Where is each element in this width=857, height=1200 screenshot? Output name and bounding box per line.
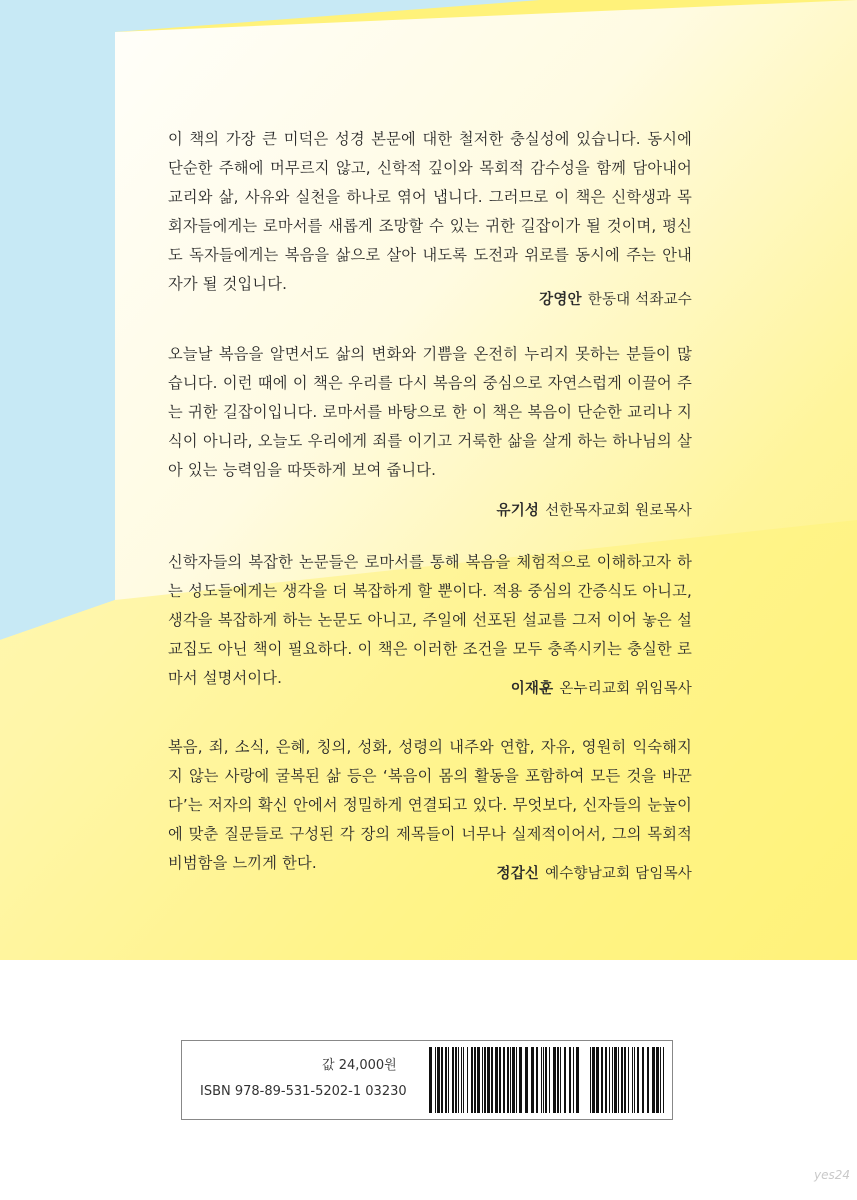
barcode-bar — [557, 1047, 559, 1113]
barcode-bar — [437, 1047, 440, 1113]
price-barcode-box — [181, 1040, 673, 1120]
barcode-bar — [441, 1047, 443, 1113]
endorsement-attribution — [539, 286, 692, 315]
endorser-role: 선한목자교회 원로목사 — [545, 503, 692, 519]
barcode-bar — [455, 1047, 457, 1113]
barcode-bar — [652, 1047, 655, 1113]
barcode-bar — [549, 1047, 550, 1113]
endorser-name: 정갑신 — [496, 866, 540, 882]
barcode-bar — [573, 1047, 574, 1113]
barcode-main — [429, 1047, 579, 1113]
barcode-bar — [507, 1047, 509, 1113]
endorsement-2 — [168, 340, 692, 526]
barcode-bar — [628, 1047, 629, 1113]
barcode-bar — [624, 1047, 626, 1113]
barcode-bar — [592, 1047, 595, 1113]
barcode-bar — [560, 1047, 561, 1113]
barcode-bar — [590, 1047, 591, 1113]
barcode-bar — [632, 1047, 633, 1113]
barcode-bar — [545, 1047, 547, 1113]
barcode-bar — [448, 1047, 449, 1113]
barcode-addon — [590, 1047, 666, 1113]
barcode-bar — [474, 1047, 476, 1113]
endorsement-attribution — [511, 675, 692, 704]
barcode-bar — [612, 1047, 613, 1113]
barcode-bar — [605, 1047, 607, 1113]
barcode-bar — [601, 1047, 603, 1113]
watermark-logo: yes24 — [814, 1168, 851, 1182]
barcode-bar — [525, 1047, 528, 1113]
barcode-bar — [471, 1047, 473, 1113]
endorsement-text: 신학자들의 복잡한 논문들은 로마서를 통해 복음을 체험적으로 이해하고자 하는 성도들에게는 생각을 더 복잡하게 할 뿐이다. 적용 중심의 간증식도 아니고, 생각을 복잡하게 하는 논문도 아니고, 주일에 선포된 설교를 그저 이어 놓은 설교집도 아닌 책이 필요하다. 이 책은 이러한 조건을 모두 충족시키는 충실한 로마서 설명서이다. — [168, 553, 692, 687]
barcode-bar — [553, 1047, 556, 1113]
barcode-bar — [458, 1047, 459, 1113]
endorsement-4 — [168, 733, 692, 889]
barcode-bar — [435, 1047, 436, 1113]
endorsement-3 — [168, 548, 692, 704]
barcode-bar — [487, 1047, 490, 1113]
price-label: 값 24,000원 — [322, 1058, 397, 1073]
endorsement-1 — [168, 125, 692, 315]
endorser-name: 유기성 — [496, 503, 540, 519]
barcode-bar — [467, 1047, 468, 1113]
barcode-bar — [564, 1047, 566, 1113]
endorser-name: 이재훈 — [510, 681, 554, 697]
barcode-bar — [516, 1047, 517, 1113]
barcode-bar — [596, 1047, 599, 1113]
barcode-bar — [614, 1047, 617, 1113]
barcode-bar — [491, 1047, 493, 1113]
barcode-bar — [663, 1047, 664, 1113]
barcode-bar — [656, 1047, 659, 1113]
endorsement-attribution — [496, 497, 692, 526]
barcode-bar — [642, 1047, 644, 1113]
barcode-bar — [477, 1047, 480, 1113]
endorser-role: 한동대 석좌교수 — [587, 292, 692, 308]
barcode-bar — [541, 1047, 542, 1113]
barcode-bar — [484, 1047, 486, 1113]
barcode-bar — [531, 1047, 534, 1113]
barcode-bar — [461, 1047, 462, 1113]
barcode-bar — [660, 1047, 661, 1113]
barcode-bar — [569, 1047, 571, 1113]
endorser-role: 예수향남교회 담임목사 — [545, 866, 692, 882]
barcode-bar — [609, 1047, 610, 1113]
endorsement-text: 이 책의 가장 큰 미덕은 성경 본문에 대한 철저한 충실성에 있습니다. 동시에 단순한 주해에 머무르지 않고, 신학적 깊이와 목회적 감수성을 함께 담아내어 교리와 삶, 사유와 실천을 하나로 엮어 냅니다. 그러므로 이 책은 신학생과 목회자들에게는 로마서를 새롭게 조망할 수 있는 귀한 길잡이가 될 것이며, 평신도 독자들에게는 복음을 삶으로 살아 내도록 도전과 위로를 동시에 주는 안내자가 될 것입니다. — [168, 130, 692, 293]
barcode-bar — [499, 1047, 501, 1113]
barcode-bar — [536, 1047, 538, 1113]
barcode-bar — [495, 1047, 498, 1113]
barcode-bar — [543, 1047, 544, 1113]
endorser-role: 온누리교회 위임목사 — [559, 681, 692, 697]
barcode-bar — [634, 1047, 635, 1113]
barcode-bar — [618, 1047, 619, 1113]
endorsement-text: 복음, 죄, 소식, 은혜, 칭의, 성화, 성령의 내주와 연합, 자유, 영원히 익숙해지지 않는 사랑에 굴복된 삶 등은 ‘복음이 몸의 활동을 포함하여 모든 것을 바꾼다’는 저자의 확신 안에서 정밀하게 연결되고 있다. 무엇보다, 신자들의 눈높이에 맞춘 질문들로 구성된 각 장의 제목들이 너무나 실제적이어서, 그의 목회적 비범함을 느끼게 한다. — [168, 738, 692, 872]
barcode-bar — [463, 1047, 464, 1113]
barcode-bar — [512, 1047, 515, 1113]
barcode-bar — [503, 1047, 505, 1113]
barcode-bar — [637, 1047, 639, 1113]
endorsement-text: 오늘날 복음을 알면서도 삶의 변화와 기쁨을 온전히 누리지 못하는 분들이 많습니다. 이런 때에 이 책은 우리를 다시 복음의 중심으로 자연스럽게 이끌어 주는 귀한 길잡이입니다. 로마서를 바탕으로 한 이 책은 복음이 단순한 교리나 지식이 아니라, 오늘도 우리에게 죄를 이기고 거룩한 삶을 살게 하는 하나님의 살아 있는 능력임을 따뜻하게 보여 줍니다. — [168, 345, 692, 479]
barcode-bar — [429, 1047, 432, 1113]
isbn-label: ISBN 978-89-531-5202-1 03230 — [200, 1084, 407, 1099]
barcode-bar — [519, 1047, 522, 1113]
endorsement-attribution — [496, 860, 692, 889]
barcode-bar — [621, 1047, 623, 1113]
barcode-bar — [482, 1047, 483, 1113]
barcode-bar — [647, 1047, 649, 1113]
barcode-bar — [445, 1047, 447, 1113]
endorser-name: 강영안 — [539, 292, 582, 308]
barcode-bar — [576, 1047, 579, 1113]
barcode-bar — [510, 1047, 511, 1113]
barcode-bar — [452, 1047, 454, 1113]
